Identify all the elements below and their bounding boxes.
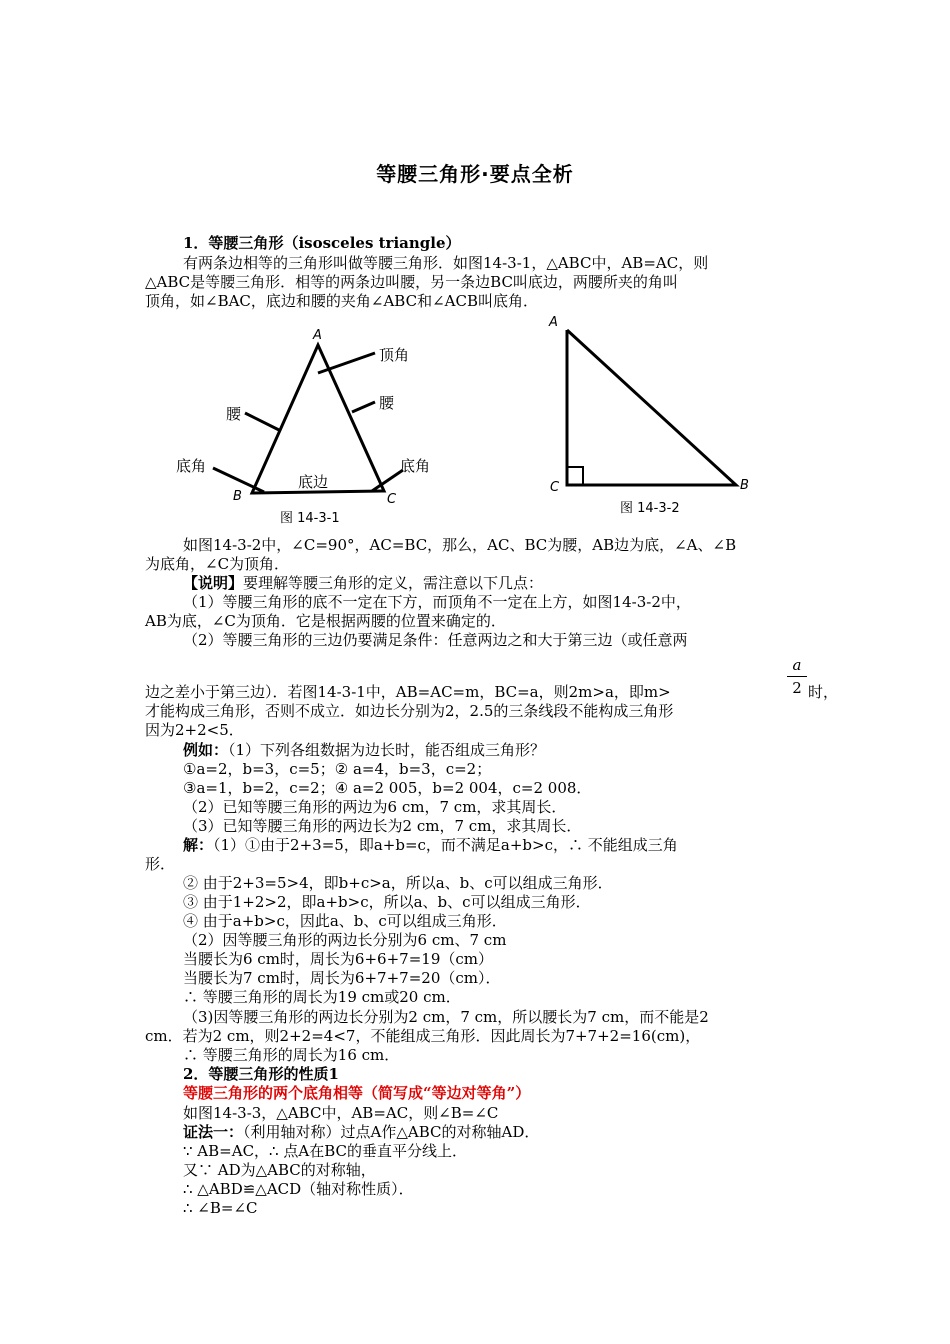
- fig1-label-base: 底边: [298, 473, 329, 491]
- fig1-label-leg-right: 腰: [379, 394, 395, 412]
- proof-line-2: ∵ AB=AC，∴ 点A在BC的垂直平分线上．: [183, 1142, 467, 1160]
- solution-line-3: ② 由于2+3=5>4，即b+c>a，所以a、b、c可以组成三角形．: [183, 874, 613, 892]
- fig1-label-base-angle-left: 底角: [176, 457, 207, 475]
- note-1-line-2: AB为底，∠C为顶角．它是根据两腰的位置来确定的．: [145, 612, 506, 630]
- section-2-property: 等腰三角形的两个底角相等（简写成“等边对等角”）: [183, 1084, 531, 1102]
- proof-head: （利用轴对称）过点A作△ABC的对称轴AD．: [243, 1123, 540, 1141]
- proof-line-3: 又∵ AD为△ABC的对称轴，: [183, 1161, 376, 1179]
- page-title: 等腰三角形·要点全析: [376, 162, 574, 186]
- note-2-line-1: （2）等腰三角形的三边仍要满足条件：任意两边之和大于第三边（或任意两: [183, 631, 688, 649]
- proof-line-1: [183, 1123, 539, 1142]
- fig1-label-a: A: [313, 328, 322, 343]
- solution-line-4: ③ 由于1+2>2，即a+b>c，所以a、b、c可以组成三角形．: [183, 893, 591, 911]
- solution-line-7: 当腰长为6 cm时，周长为6+6+7=19（cm）: [183, 950, 493, 968]
- figure-14-3-1: [165, 320, 465, 530]
- para-1-line-1: 有两条边相等的三角形叫做等腰三角形．如图14-3-1，△ABC中，AB=AC，则: [183, 254, 709, 272]
- solution-line-2: 形．: [145, 855, 176, 873]
- note-line: [183, 574, 543, 593]
- solution-line-1: [183, 836, 678, 855]
- fraction-numerator: a: [792, 656, 802, 674]
- para-2-line-1: 如图14-3-2中，∠C=90°，AC=BC，那么，AC、BC为腰，AB边为底，∠A、∠B: [183, 536, 737, 554]
- fig1-label-c: C: [387, 492, 397, 507]
- fraction-a-over-2: [787, 656, 807, 697]
- example-line-1: [183, 741, 545, 760]
- proof-label: 证法一：: [183, 1123, 244, 1141]
- note-2-line-2: 边之差小于第三边）．若图14-3-1中，AB=AC=m，BC=a，则2m>a，即m>: [145, 683, 671, 701]
- fig1-label-leg-left: 腰: [226, 405, 242, 423]
- proof-line-4: ∴ △ABD≌△ACD（轴对称性质）．: [183, 1180, 414, 1198]
- para-1-line-2: △ABC是等腰三角形．相等的两条边叫腰，另一条边BC叫底边，两腰所夹的角叫: [145, 273, 678, 291]
- example-line-2: ①a=2，b=3，c=5；② a=4，b=3，c=2；: [183, 760, 492, 778]
- fig1-label-b: B: [233, 489, 242, 504]
- note-text: 要理解等腰三角形的定义，需注意以下几点：: [243, 574, 544, 592]
- note-2-line-4: 因为2+2<5．: [145, 721, 244, 739]
- proof-line-5: ∴ ∠B=∠C: [183, 1199, 258, 1217]
- fig1-label-apex: 顶角: [379, 346, 410, 364]
- para-1-line-3: 顶角，如∠BAC，底边和腰的夹角∠ABC和∠ACB叫底角．: [145, 292, 538, 310]
- solution-line-8: 当腰长为7 cm时，周长为6+7+7=20（cm）．: [183, 969, 501, 987]
- figure-14-3-2: [540, 310, 770, 510]
- para-2-line-2: 为底角，∠C为顶角．: [145, 555, 290, 573]
- section-1-heading: 1．等腰三角形（isosceles triangle）: [183, 234, 461, 252]
- example-line-3: ③a=1，b=2，c=2；④ a=2 005，b=2 004，c=2 008．: [183, 779, 592, 797]
- example-line-5: （3）已知等腰三角形的两边长为2 cm，7 cm，求其周长．: [183, 817, 582, 835]
- note-2-line-3: 才能构成三角形，否则不成立．如边长分别为2，2.5的三条线段不能构成三角形: [145, 702, 674, 720]
- example-q1: （1）下列各组数据为边长时，能否组成三角形？: [228, 741, 546, 759]
- solution-line-9: ∴ 等腰三角形的周长为19 cm或20 cm．: [183, 988, 461, 1006]
- note-2-line-2-tail: 时，: [808, 683, 839, 701]
- fig2-label-b: B: [740, 478, 749, 493]
- fig1-caption: 图 14-3-1: [280, 511, 340, 526]
- solution-line-6: （2）因等腰三角形的两边长分别为6 cm、7 cm: [183, 931, 507, 949]
- solution-line-5: ④ 由于a+b>c，因此a、b、c可以组成三角形．: [183, 912, 507, 930]
- fraction-denominator: 2: [792, 679, 802, 697]
- section-2-heading: 2．等腰三角形的性质1: [183, 1065, 339, 1083]
- solution-line-11: cm．若为2 cm，则2+2=4<7，不能组成三角形．因此周长为7+7+2=16(cm)，: [145, 1027, 701, 1045]
- fig2-label-a: A: [549, 315, 558, 330]
- fig1-label-base-angle-right: 底角: [400, 457, 431, 475]
- solution-label: 解：: [183, 836, 214, 854]
- note-label: 【说明】: [183, 574, 244, 592]
- solution-text-1: （1）①由于2+3=5，即a+b=c，而不满足a+b>c，∴ 不能组成三角: [213, 836, 678, 854]
- solution-line-10: （3)因等腰三角形的两边长分别为2 cm，7 cm，所以腰长为7 cm，而不能是2: [183, 1008, 709, 1026]
- example-label: 例如：: [183, 741, 229, 759]
- fig2-caption: 图 14-3-2: [620, 501, 680, 516]
- example-line-4: （2）已知等腰三角形的两边为6 cm，7 cm，求其周长．: [183, 798, 567, 816]
- section-2-line-1: 如图14-3-3，△ABC中，AB=AC，则∠B=∠C: [183, 1104, 499, 1122]
- note-1-line-1: （1）等腰三角形的底不一定在下方，而顶角不一定在上方，如图14-3-2中，: [183, 593, 691, 611]
- fig2-label-c: C: [550, 480, 560, 495]
- solution-line-12: ∴ 等腰三角形的周长为16 cm．: [183, 1046, 400, 1064]
